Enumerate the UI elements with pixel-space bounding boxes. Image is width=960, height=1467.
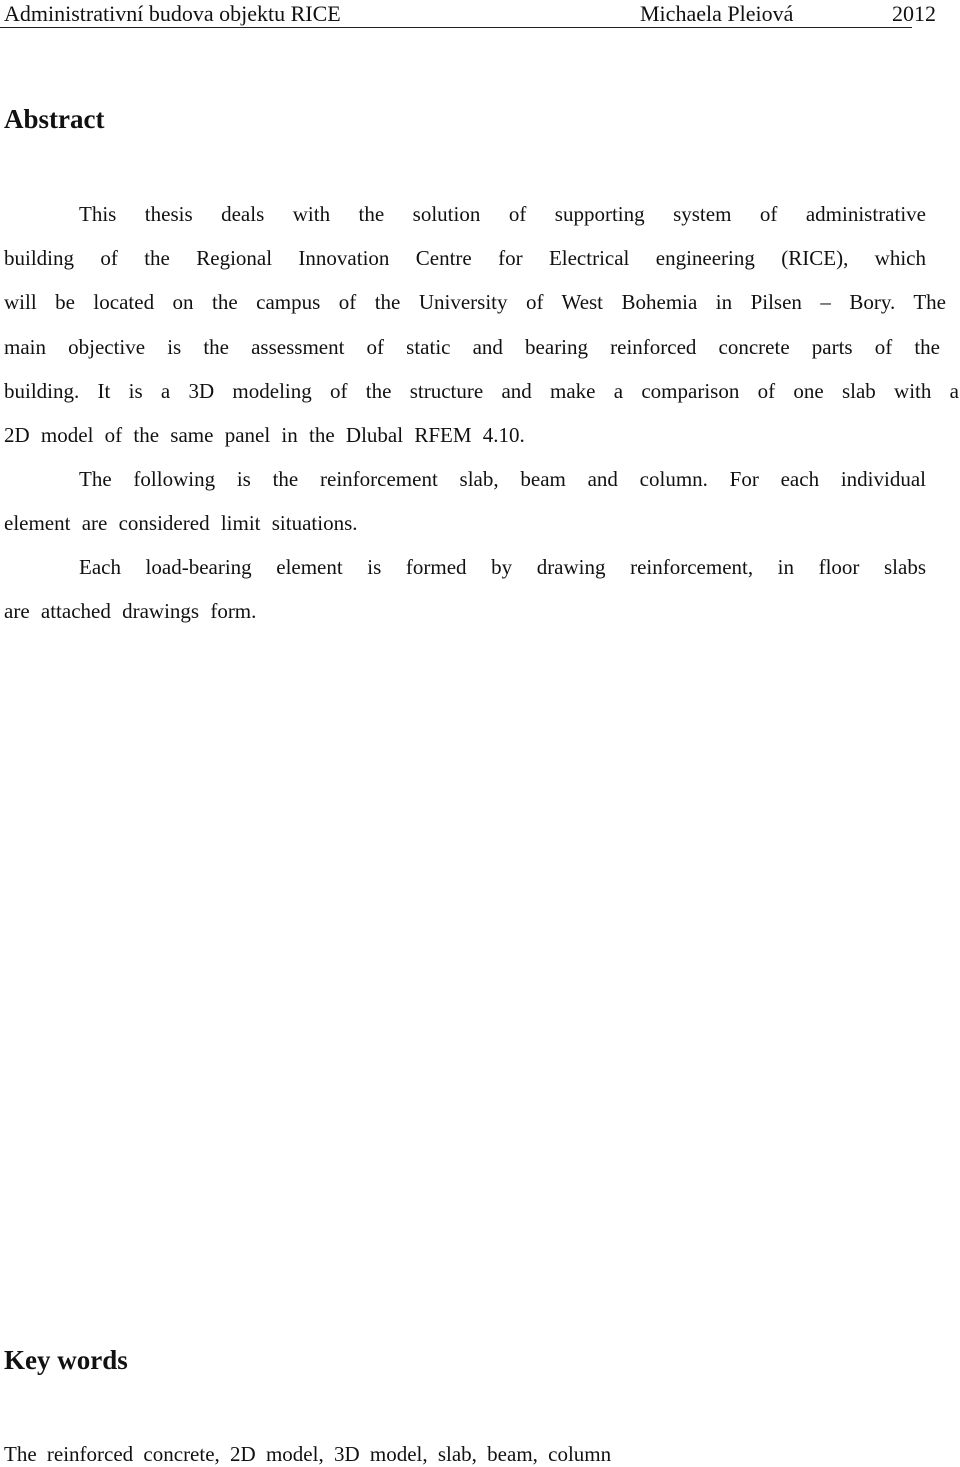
header-author: Michaela Pleiová — [640, 1, 794, 26]
header-year: 2012 — [892, 1, 936, 26]
abstract-line: will be located on the campus of the University of West Bohemia in Pilsen – Bory. The — [4, 290, 946, 314]
header-rule — [0, 27, 912, 28]
abstract-line: building of the Regional Innovation Centre for Electrical engineering (RICE), which — [4, 246, 926, 270]
abstract-line: This thesis deals with the solution of supporting system of administrative — [79, 202, 926, 226]
abstract-line: are attached drawings form. — [4, 599, 257, 623]
abstract-line: 2D model of the same panel in the Dlubal RFEM 4.10. — [4, 423, 525, 447]
abstract-line: building. It is a 3D modeling of the structure and make a comparison of one slab with a — [4, 379, 959, 403]
abstract-line: main objective is the assessment of static and bearing reinforced concrete parts of the — [4, 335, 940, 359]
keywords-heading: Key words — [4, 1345, 128, 1375]
abstract-line: element are considered limit situations. — [4, 511, 358, 535]
page-header — [0, 0, 960, 30]
header-title: Administrativní budova objektu RICE — [4, 1, 341, 26]
keywords-text: The reinforced concrete, 2D model, 3D model, slab, beam, column — [4, 1442, 612, 1466]
abstract-heading: Abstract — [4, 104, 105, 134]
abstract-line: The following is the reinforcement slab, beam and column. For each individual — [79, 467, 926, 491]
abstract-line: Each load-bearing element is formed by drawing reinforcement, in floor slabs — [79, 555, 926, 579]
